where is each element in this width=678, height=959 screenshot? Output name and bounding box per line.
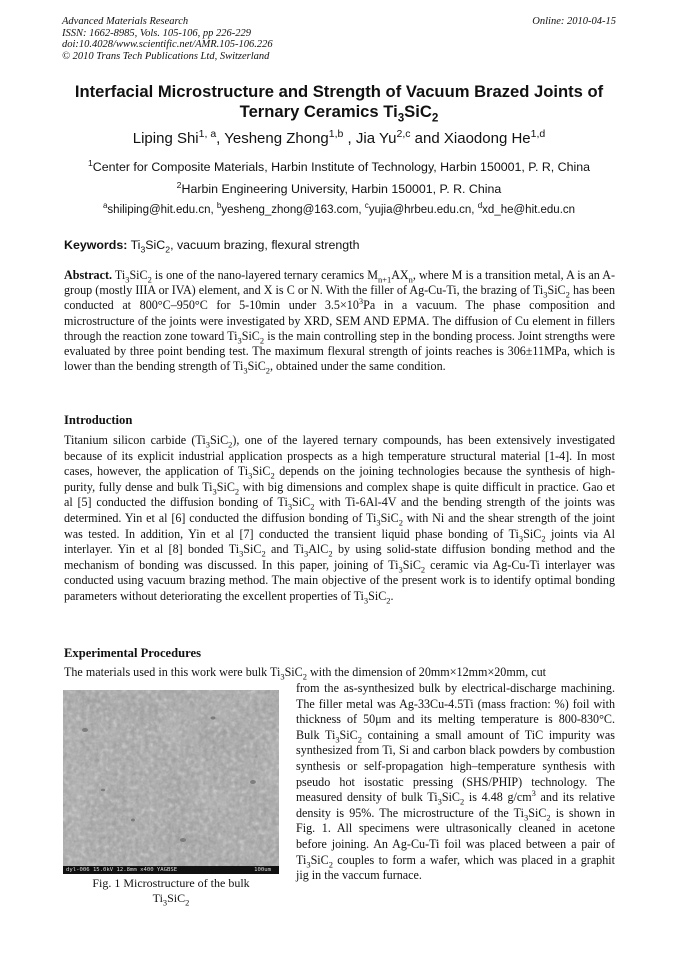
introduction xyxy=(64,433,615,605)
chemical-subscript: 2 xyxy=(234,486,240,497)
title-line-1: Interfacial Microstructure and Strength of Vacuum Brazed Joints of xyxy=(74,82,604,101)
keywords-label: Keywords: xyxy=(64,238,128,252)
copyright-line: © 2010 Trans Tech Publications Ltd, Switzerland xyxy=(62,50,270,62)
text-run: is shown in Fig. 1. All specimens were ultrasonically cleaned in acetone before joining. An Ag-Cu-Ti foil was placed between a pair of Ti xyxy=(296,805,615,867)
affiliation-2 xyxy=(40,179,638,196)
chemical-subscript: 3 xyxy=(248,470,253,481)
online-date: Online: 2010-04-15 xyxy=(532,16,616,27)
chemical-subscript: 2 xyxy=(302,671,307,682)
chemical-subscript: 2 xyxy=(261,548,266,559)
text-run: . xyxy=(390,588,394,603)
text-run: SiC xyxy=(243,542,262,557)
author-name: Liping Shi xyxy=(132,130,199,147)
text-run: SiC xyxy=(547,283,566,298)
text-run: SiC xyxy=(284,665,303,679)
chemical-subscript: 3 xyxy=(437,796,442,807)
micrograph-scale-label: 100um xyxy=(254,867,271,873)
text-run: with Ti-6Al-4V and the bending strength of the joints was determined. Yin et al [6] conducted the diffusion bonding of Ti xyxy=(64,495,615,525)
text-run: Ti xyxy=(112,268,126,282)
text-run: SiC xyxy=(129,268,148,282)
journal-name: Advanced Materials Research xyxy=(62,16,189,27)
caption-line-2 xyxy=(63,891,279,906)
affiliation-text: Center for Composite Materials, Harbin Institute of Technology, Harbin 150001, P. R, China xyxy=(92,160,591,174)
journal-header xyxy=(62,16,616,62)
chemical-subscript: 3 xyxy=(237,335,242,346)
abstract-paragraph xyxy=(64,268,615,374)
text-run: SiC xyxy=(292,495,311,510)
chemical-subscript: 2 xyxy=(328,858,333,869)
micrograph-info-bar xyxy=(63,866,279,874)
chemical-subscript: 3 xyxy=(335,734,340,745)
text-run: and its relative density is 95%. The microstructure of the Ti xyxy=(296,790,616,820)
email-mark: a xyxy=(102,201,108,211)
text-run: SiC xyxy=(441,790,460,805)
author-name: Yesheng Zhong xyxy=(224,130,329,147)
chemical-subscript: 3 xyxy=(303,548,309,559)
keywords-text: Ti xyxy=(127,238,141,252)
text-run: is the main controlling step in the bonding process. Joint strengths were evaluated by three point bending test. The maximum flexural strength of joints reaches is 306±11MPa, which is lower than the bending strength of Ti xyxy=(64,328,615,374)
caption-subscript: 2 xyxy=(185,898,190,908)
author-affiliation-mark: 2,c xyxy=(396,128,411,140)
author-name: Jia Yu xyxy=(355,130,397,147)
affiliation-text: Harbin Engineering University, Harbin 150001, P. R. China xyxy=(181,182,502,196)
email-address: yujia@hrbeu.edu.cn, xyxy=(368,204,478,216)
chemical-subscript: 3 xyxy=(125,274,130,285)
chemical-subscript: 3 xyxy=(376,517,381,528)
author-list xyxy=(40,130,638,147)
chemical-subscript: 2 xyxy=(546,812,551,823)
experimental-first-line xyxy=(64,665,615,681)
keywords-subscript: 2 xyxy=(165,244,171,255)
chemical-subscript: 2 xyxy=(147,274,152,285)
caption-subscript: 3 xyxy=(162,898,168,908)
chemical-subscript: 3 xyxy=(239,548,244,559)
text-run: Titanium silicon carbide (Ti xyxy=(64,433,206,447)
chemical-subscript: 2 xyxy=(310,501,315,512)
abstract-body xyxy=(64,268,615,376)
keywords-text: SiC xyxy=(145,238,166,252)
text-run: SiC xyxy=(339,727,358,742)
chemical-subscript: 2 xyxy=(259,335,265,346)
sem-micrograph-image xyxy=(63,690,279,874)
caption-text: Ti xyxy=(152,891,163,905)
affiliation-mark: 2 xyxy=(176,179,182,190)
text-run: is one of the nano-layered ternary ceramics M xyxy=(151,268,378,282)
chemical-subscript: 3 xyxy=(280,671,285,682)
caption-line-1: Fig. 1 Microstructure of the bulk xyxy=(92,876,250,890)
chemical-subscript: 2 xyxy=(265,365,270,376)
author-separator: , xyxy=(343,130,356,147)
introduction-paragraph xyxy=(64,433,615,605)
email-mark: d xyxy=(477,201,483,211)
chemical-subscript: 3 xyxy=(543,289,548,300)
chemical-subscript: 2 xyxy=(357,734,362,745)
text-run: joints via Al interlayer. Yin et al [8] bonded Ti xyxy=(64,526,616,557)
text-run: SiC xyxy=(209,433,229,447)
text-run: is 4.48 g/cm xyxy=(464,790,532,805)
chemical-subscript: 2 xyxy=(328,548,333,559)
micrograph-figure xyxy=(63,690,279,874)
text-run: SiC xyxy=(247,359,266,374)
keywords-subscript: 3 xyxy=(140,244,146,255)
email-mark: b xyxy=(216,201,222,211)
author-separator: , xyxy=(216,130,225,147)
chemical-subscript: n xyxy=(408,274,413,285)
chemical-subscript: 2 xyxy=(228,439,233,450)
text-run: The materials used in this work were bulk Ti xyxy=(64,665,281,679)
text-run: depends on the joining technologies because the synthesis of high-purity, fully dense and bulk Ti xyxy=(64,464,615,494)
text-run: SiC xyxy=(528,805,547,820)
chemical-subscript: 3 xyxy=(306,858,311,869)
email-address: xd_he@hit.edu.cn xyxy=(482,204,576,216)
abstract xyxy=(64,268,615,374)
section-heading-introduction: Introduction xyxy=(64,413,133,427)
figure-caption xyxy=(63,876,279,906)
text-run: from the as-synthesized bulk by electrical-discharge machining. The filler metal was Ag-33Cu-4.5Ti (mass fraction: %) foil with thickness of 50μm and its melting temperature is 800-830°C. Bulk Ti xyxy=(296,681,615,742)
author-affiliation-mark: 1, a xyxy=(198,128,217,140)
affiliation-mark: 1 xyxy=(87,157,93,168)
chemical-subscript: 3 xyxy=(243,365,248,376)
text-run: Pa in a vacuum. The phase composition and microstructure of the joints were investigated by XRD, SEM AND EPMA. The diffusion of Cu element in fillers through the reaction zone toward Ti xyxy=(64,298,615,343)
author-affiliation-mark: 1,b xyxy=(328,128,344,140)
text-run: SiC xyxy=(380,510,399,525)
text-run: , where M is a transition metal, A is an A-group (mostly IIIA or IVA) element, and X is C or N. With the filler of Ag-Cu-Ti, the brazing of Ti xyxy=(64,268,615,298)
author-name: Xiaodong He xyxy=(443,130,531,147)
chemical-subscript: 2 xyxy=(565,289,570,300)
chemical-subscript: n+1 xyxy=(377,274,392,285)
text-run: SiC xyxy=(216,479,235,494)
abstract-label: Abstract. xyxy=(64,268,113,282)
text-run: containing a small amount of TiC impurity was synthesized from Ti, Si and carbon black powders by combustion synthesis or self-propagation high–temperature synthesis with pseudo hot isostatic pressing (SHS/PHIP) technology. The measured density of bulk Ti xyxy=(296,727,615,805)
text-run: , obtained under the same condition. xyxy=(270,359,446,374)
chemical-subscript: 3 xyxy=(524,812,529,823)
paper-title xyxy=(40,82,638,125)
text-run: SiC xyxy=(310,852,329,867)
text-run: with Ni and the shear strength of the joint was tested. In addition, Yin et al [7] conducted the transient liquid phase bonding of Ti xyxy=(64,510,616,541)
author-separator: and xyxy=(410,130,444,147)
chemical-subscript: 2 xyxy=(270,470,275,481)
text-run: SiC xyxy=(368,588,387,603)
chemical-subscript: 3 xyxy=(518,532,524,543)
title-text: SiC xyxy=(404,102,432,121)
superscript: 3 xyxy=(358,296,364,307)
keywords xyxy=(64,238,616,255)
text-run: and Ti xyxy=(265,542,304,557)
email-mark: c xyxy=(364,201,369,211)
text-run: SiC xyxy=(252,464,271,479)
text-run: has been conducted at 800°C–950°C for 5-10min under 3.5×10 xyxy=(64,283,615,313)
doi-line: doi:10.4028/www.scientific.net/AMR.105-106.226 xyxy=(62,39,273,50)
section-heading-experimental: Experimental Procedures xyxy=(64,646,201,660)
chemical-subscript: 3 xyxy=(363,595,369,606)
superscript: 3 xyxy=(531,788,536,799)
text-run: ), one of the layered ternary compounds, has been extensively investigated because of its explicit industrial application prospects as a high temperature structural material [1-4]. In most cases, however, the application of Ti xyxy=(64,433,615,479)
text-run: AX xyxy=(391,268,409,282)
chemical-subscript: 2 xyxy=(420,564,426,575)
title-line-2 xyxy=(40,102,638,125)
email-address: shiliping@hit.edu.cn, xyxy=(107,204,217,216)
text-run: SiC xyxy=(402,557,421,572)
chemical-subscript: 2 xyxy=(541,532,546,543)
chemical-subscript: 2 xyxy=(460,796,465,807)
keywords-text: , vacuum brazing, flexural strength xyxy=(170,238,360,252)
title-subscript: 3 xyxy=(397,111,405,125)
text-run: with big dimensions and complex shape is quite difficult in practice. Gao et al [5] conducted the diffusion bonding of Ti xyxy=(64,479,615,510)
chemical-subscript: 3 xyxy=(212,486,217,497)
issn-line: ISSN: 1662-8985, Vols. 105-106, pp 226-229 xyxy=(62,27,251,39)
affiliation-1 xyxy=(40,157,638,174)
email-list xyxy=(30,201,648,216)
title-subscript: 2 xyxy=(431,111,439,125)
chemical-subscript: 2 xyxy=(398,517,403,528)
text-run: SiC xyxy=(523,526,542,541)
chemical-subscript: 3 xyxy=(205,439,210,450)
text-run: couples to form a wafer, which was placed in a graphit jig in the vaccum furnace. xyxy=(296,852,615,883)
text-run: SiC xyxy=(241,328,260,343)
chemical-subscript: 3 xyxy=(398,564,403,575)
text-run: with the dimension of 20mm×12mm×20mm, cut xyxy=(306,665,546,679)
text-run: ceramic via Ag-Cu-Ti interlayer was conducted using vacuum brazing method. The main objective of the present work is to identify optimal bonding parameters without deteriorating the excellent properties of Ti xyxy=(64,557,615,603)
author-affiliation-mark: 1,d xyxy=(530,128,546,140)
micrograph-info: dyl-006 15.0kV 12.8mm x400 YAGBSE xyxy=(66,867,178,873)
text-run: by using solid-state diffusion bonding method and the mechanism of bonding was discussed. In this paper, joining of Ti xyxy=(64,542,615,572)
caption-text: SiC xyxy=(167,891,186,905)
chemical-subscript: 2 xyxy=(386,595,391,606)
chemical-subscript: 3 xyxy=(287,501,293,512)
title-text: Ternary Ceramics Ti xyxy=(239,102,398,121)
experimental-wrapped-paragraph xyxy=(296,681,615,884)
email-address: yesheng_zhong@163.com, xyxy=(221,204,365,216)
text-run: AlC xyxy=(308,542,329,557)
